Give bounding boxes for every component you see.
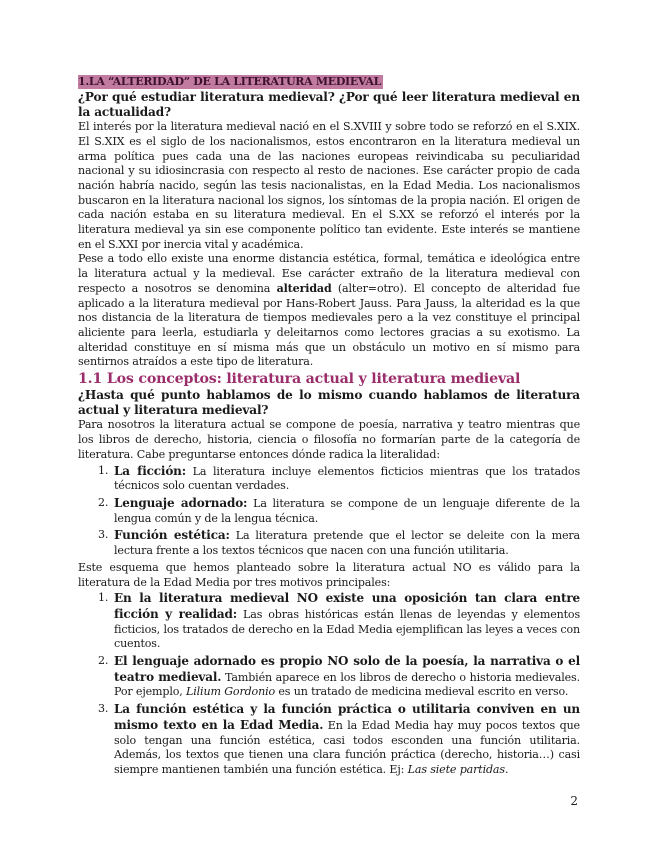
list-item bbox=[78, 496, 580, 526]
subsection-heading-conceptos: 1.1 Los conceptos: literatura actual y literatura medieval bbox=[78, 371, 521, 388]
list-number: 1. bbox=[98, 463, 109, 477]
list-number: 2. bbox=[98, 654, 109, 668]
list-number: 3. bbox=[98, 528, 109, 542]
list-item-title: En la literatura medieval NO existe una oposición tan clara entre ficción y realidad: bbox=[114, 591, 580, 621]
page-content bbox=[78, 75, 580, 780]
paragraph-transition: Este esquema que hemos planteado sobre la literatura actual NO es válido para la literatura de la Edad Media por tres motivos principales: bbox=[78, 560, 580, 589]
list-item-text: . bbox=[504, 762, 509, 776]
list-item bbox=[78, 654, 580, 700]
section-heading-alteridad: 1.LA “ALTERIDAD” DE LA LITERATURA MEDIEVAL bbox=[78, 75, 382, 88]
list-item-title: Lenguaje adornado: bbox=[114, 495, 248, 510]
paragraph-alteridad bbox=[78, 252, 580, 370]
page-number: 2 bbox=[570, 794, 578, 808]
paragraph-text: Pese a todo ello existe una enorme distancia estética, formal, temática e ideológica entre la literatura actual y la medieval. Ese carácter extraño de la literatura medieval con respecto a nosotros se denomina bbox=[78, 252, 580, 295]
list-number: 3. bbox=[98, 702, 109, 716]
list-number: 2. bbox=[98, 495, 109, 509]
list-item-text: En la Edad Media hay muy pocos textos que solo tengan una función estética, casi todos esconden una función utilitaria. Además, los textos que tienen una clara función práctica (derecho, historia…) casi siempre mantienen también una función estética. Ej: bbox=[114, 718, 580, 776]
list-item-text: es un tratado de medicina medieval escrito en verso. bbox=[275, 685, 569, 699]
paragraph-intro: Para nosotros la literatura actual se compone de poesía, narrativa y teatro mientras que los libros de derecho, historia, ciencia o filosofía no formarían parte de la categoría de literatura. Cabe preguntarse entonces dónde radica la literalidad: bbox=[78, 418, 580, 461]
list-item bbox=[78, 528, 580, 558]
list-item bbox=[78, 702, 580, 778]
list-number: 1. bbox=[98, 591, 109, 605]
list-item-title: El lenguaje adornado es propio NO solo de la poesía, la narrativa o el teatro medieval. bbox=[114, 654, 580, 684]
list-item-title: La función estética y la función práctica o utilitaria conviven en un mismo texto en la Edad Media. bbox=[114, 702, 580, 732]
section-question: ¿Por qué estudiar literatura medieval? ¿Por qué leer literatura medieval en la actualidad? bbox=[78, 89, 580, 119]
list-item-text: La literatura incluye elementos ficticios mientras que los tratados técnicos solo cuentan verdades. bbox=[114, 464, 580, 493]
list-item-text: La literatura se compone de un lenguaje diferente de la lengua común y de la lengua técnica. bbox=[114, 496, 580, 525]
list-item-text: Las obras históricas están llenas de leyendas y elementos ficticios, los tratados de derecho en la Edad Media ejemplifican las leyes a veces con cuentos. bbox=[114, 607, 581, 651]
paragraph-interes: El interés por la literatura medieval nació en el S.XVIII y sobre todo se reforzó en el S.XIX. El S.XIX es el siglo de los nacionalismos, estos encontraron en la literatura medieval un arma política pues cada una de las naciones europeas reivindicaba su peculiaridad nacional y su idiosincrasia con respecto al resto de naciones. Ese carácter propio de cada nación habría nacido, según las tesis nacionalistas, en la Edad Media. Los nacionalismos buscaron en la literatura nacional los signos, los síntomas de la propia nación. El origen de cada nación estaba en su literatura medieval. En el S.XX se reforzó el interés por la literatura medieval ya sin ese componente político tan evidente. Este interés se mantiene en el S.XXI por inercia vital y académica. bbox=[78, 120, 580, 251]
literariness-criteria-list bbox=[78, 464, 580, 559]
book-title-lilium: Lilium Gordonio bbox=[186, 685, 275, 699]
paragraph-text: (alter=otro). El concepto de alteridad fue aplicado a la literatura medieval por Hans-Robert Jauss. Para Jauss, la alteridad es la que nos distancia de la literatura de tiempos medievales pero a la vez constituye el principal aliciente para leerla, estudiarla y deleitarnos como lectores gracias a su exotismo. La alteridad constituye en sí misma más que un obstáculo un motivo en sí mismo para sentirnos atraídos a este tipo de literatura. bbox=[78, 281, 580, 369]
list-item bbox=[78, 464, 580, 494]
medieval-reasons-list bbox=[78, 591, 580, 777]
list-item bbox=[78, 591, 580, 652]
list-item-title: La ficción: bbox=[114, 463, 187, 478]
list-item-text: También aparece en los libros de derecho o historia medievales. Por ejemplo, bbox=[114, 670, 580, 699]
list-item-text: La literatura pretende que el lector se deleite con la mera lectura frente a los textos técnicos que nacen con una función utilitaria. bbox=[114, 529, 580, 558]
term-alteridad: alteridad bbox=[276, 281, 332, 295]
book-title-siete-partidas: Las siete partidas bbox=[407, 762, 505, 776]
subsection-question: ¿Hasta qué punto hablamos de lo mismo cuando hablamos de literatura actual y literatura medieval? bbox=[78, 388, 580, 418]
list-item-title: Función estética: bbox=[114, 528, 230, 543]
